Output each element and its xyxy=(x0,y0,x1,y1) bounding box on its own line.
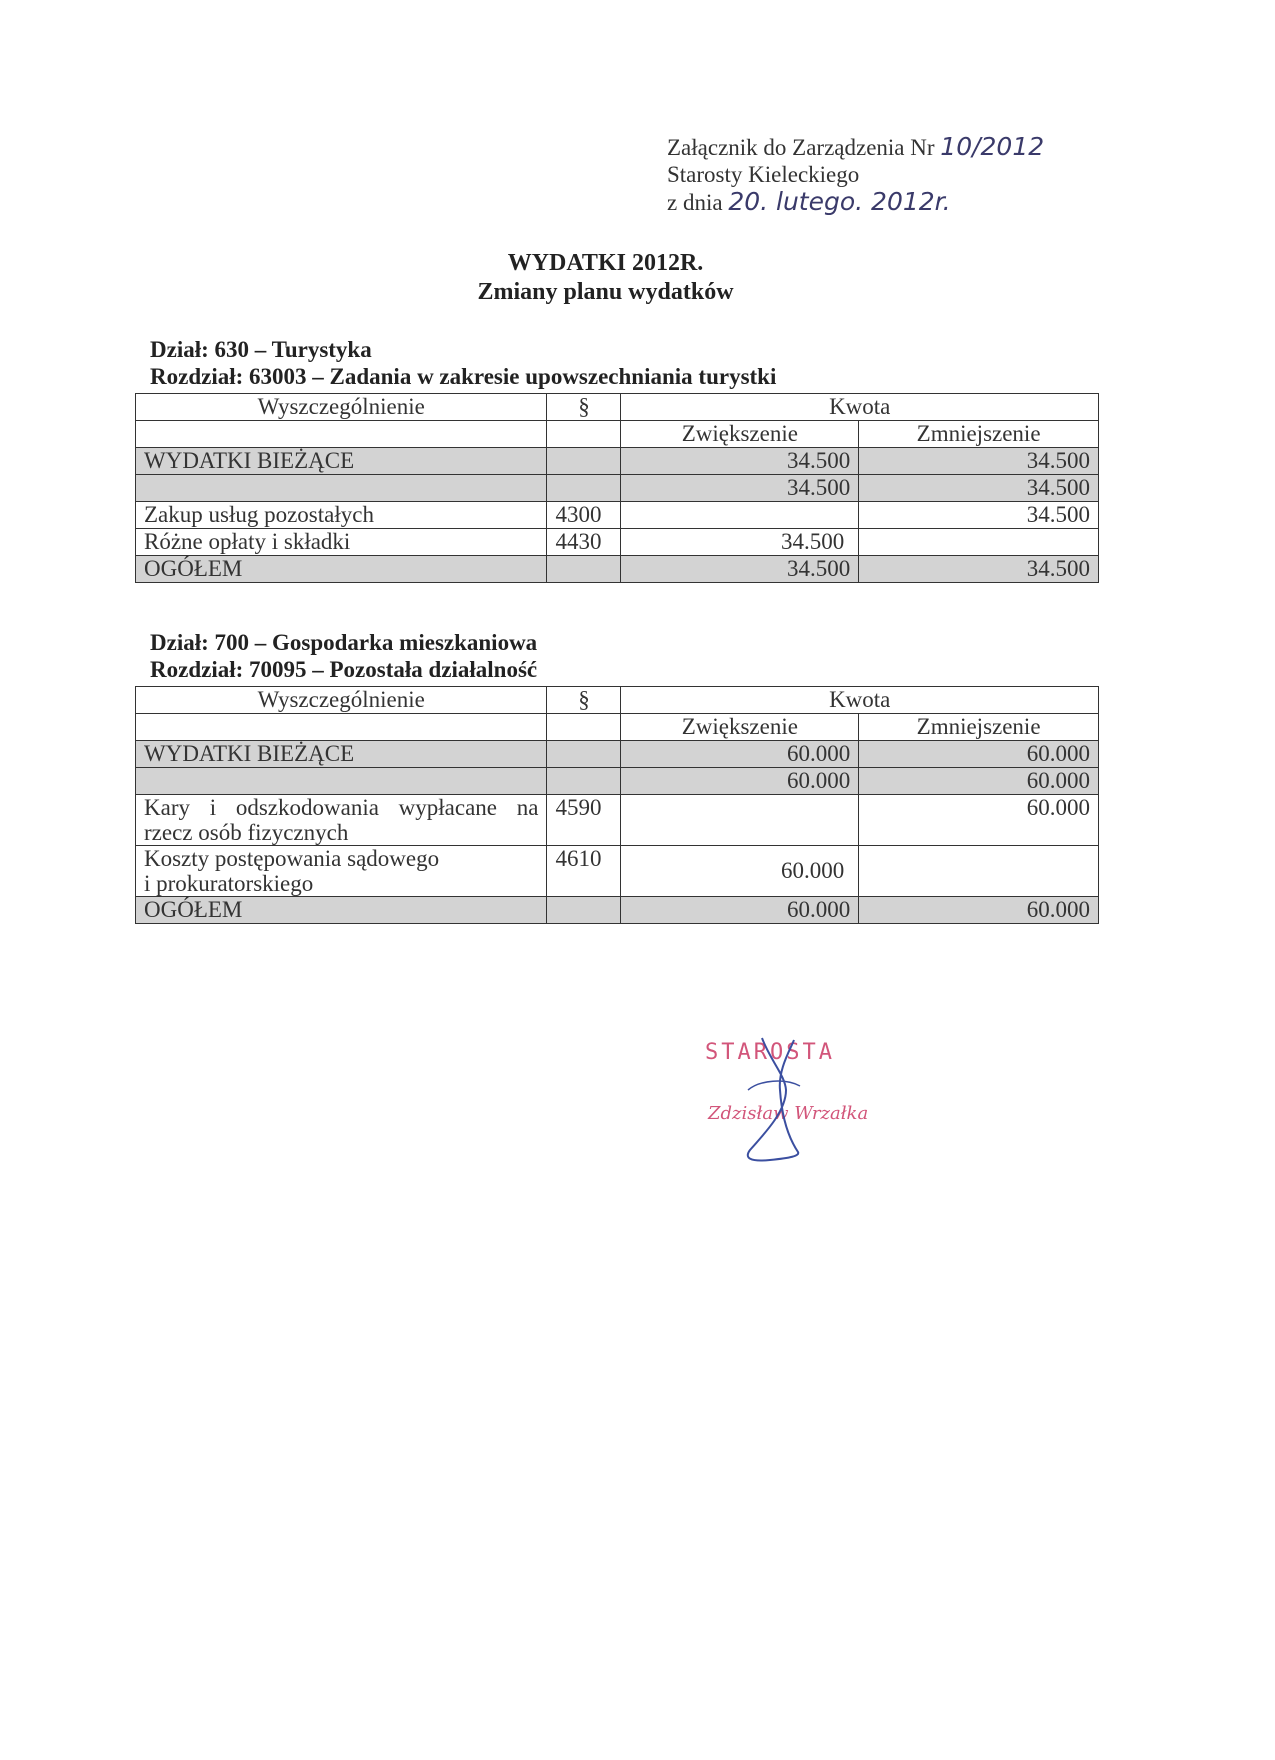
row-description-line-2: rzecz osób fizycznych xyxy=(144,820,349,845)
increase-value: 60.000 xyxy=(621,897,859,924)
header-increase: Zwiększenie xyxy=(621,421,859,448)
empty-cell xyxy=(136,714,547,741)
table-row xyxy=(136,846,1099,897)
row-label: OGÓŁEM xyxy=(136,556,547,583)
ordinance-number: 10/2012 xyxy=(940,132,1045,161)
row-label: WYDATKI BIEŻĄCE xyxy=(136,741,547,768)
table-row xyxy=(136,795,1099,846)
section-1-dzial: Dział: 630 – Turystyka xyxy=(150,337,372,362)
table-subheader-row xyxy=(136,421,1099,448)
current-expenses-row xyxy=(136,448,1099,475)
increase-value: 34.500 xyxy=(621,448,859,475)
subtotal-row xyxy=(136,768,1099,795)
empty-cell xyxy=(547,475,621,502)
section-2-rozdzial: Rozdział: 70095 – Pozostała działalność xyxy=(150,657,538,682)
header-increase: Zwiększenie xyxy=(621,714,859,741)
empty-cell xyxy=(136,421,547,448)
increase-value xyxy=(621,795,859,846)
decrease-value: 34.500 xyxy=(859,448,1099,475)
empty-cell xyxy=(547,897,621,924)
decrease-value: 60.000 xyxy=(859,795,1099,846)
attachment-note xyxy=(667,133,1044,216)
section-1-heading xyxy=(150,336,776,390)
decrease-value xyxy=(859,846,1099,897)
decrease-value: 34.500 xyxy=(859,475,1099,502)
row-description-line-2: i prokuratorskiego xyxy=(144,871,314,896)
attachment-line-3 xyxy=(667,188,1044,216)
attachment-line-1 xyxy=(667,133,1044,161)
row-description xyxy=(136,846,547,897)
empty-cell xyxy=(547,448,621,475)
header-amount: Kwota xyxy=(621,687,1099,714)
increase-value xyxy=(621,502,859,529)
empty-cell xyxy=(547,714,621,741)
stamp-title: STAROSTA xyxy=(705,1040,835,1065)
decrease-value: 60.000 xyxy=(859,741,1099,768)
document-title: WYDATKI 2012R. xyxy=(507,250,704,276)
empty-cell xyxy=(547,768,621,795)
empty-cell xyxy=(136,768,547,795)
table-row xyxy=(136,502,1099,529)
increase-value: 60.000 xyxy=(621,741,859,768)
increase-value: 34.500 xyxy=(621,475,859,502)
row-description-line-1: Koszty postępowania sądowego xyxy=(144,846,440,871)
section-1-rozdzial: Rozdział: 63003 – Zadania w zakresie upowszechniania turystki xyxy=(150,364,777,389)
decrease-value: 34.500 xyxy=(859,502,1099,529)
row-description: Zakup usług pozostałych xyxy=(136,502,547,529)
date-label: z dnia xyxy=(667,190,723,215)
table-header-row xyxy=(136,687,1099,714)
stamp-name: Zdzisław Wrzałka xyxy=(708,1103,869,1124)
row-paragraph: 4300 xyxy=(547,502,621,529)
attachment-line-2: Starosty Kieleckiego xyxy=(667,162,860,187)
section-2-heading xyxy=(150,629,537,683)
row-description: Różne opłaty i składki xyxy=(136,529,547,556)
increase-value: 60.000 xyxy=(621,846,859,897)
decrease-value: 60.000 xyxy=(859,768,1099,795)
document-subtitle: Zmiany planu wydatków xyxy=(477,279,734,305)
empty-cell xyxy=(547,421,621,448)
header-description: Wyszczególnienie xyxy=(136,687,547,714)
header-amount: Kwota xyxy=(621,394,1099,421)
header-paragraph: § xyxy=(547,394,621,421)
total-row xyxy=(136,897,1099,924)
row-description-line-1: Kary i odszkodowania wypłacane na xyxy=(144,795,539,820)
row-description xyxy=(136,795,547,846)
current-expenses-row xyxy=(136,741,1099,768)
table-row xyxy=(136,529,1099,556)
increase-value: 60.000 xyxy=(621,768,859,795)
table-header-row xyxy=(136,394,1099,421)
table-subheader-row xyxy=(136,714,1099,741)
total-row xyxy=(136,556,1099,583)
row-paragraph: 4430 xyxy=(547,529,621,556)
row-label: OGÓŁEM xyxy=(136,897,547,924)
header-paragraph: § xyxy=(547,687,621,714)
section-2-table xyxy=(135,686,1099,924)
ordinance-date: 20. lutego. 2012r. xyxy=(728,187,951,216)
row-paragraph: 4610 xyxy=(547,846,621,897)
header-decrease: Zmniejszenie xyxy=(859,421,1099,448)
handwritten-signature xyxy=(690,1030,910,1170)
increase-value: 34.500 xyxy=(621,529,859,556)
empty-cell xyxy=(547,741,621,768)
empty-cell xyxy=(547,556,621,583)
subtotal-row xyxy=(136,475,1099,502)
row-label: WYDATKI BIEŻĄCE xyxy=(136,448,547,475)
decrease-value: 34.500 xyxy=(859,556,1099,583)
header-decrease: Zmniejszenie xyxy=(859,714,1099,741)
row-paragraph: 4590 xyxy=(547,795,621,846)
decrease-value: 60.000 xyxy=(859,897,1099,924)
decrease-value xyxy=(859,529,1099,556)
header-description: Wyszczególnienie xyxy=(136,394,547,421)
section-2-dzial: Dział: 700 – Gospodarka mieszkaniowa xyxy=(150,630,538,655)
attachment-label: Załącznik do Zarządzenia Nr xyxy=(667,135,935,160)
increase-value: 34.500 xyxy=(621,556,859,583)
empty-cell xyxy=(136,475,547,502)
section-1-table xyxy=(135,393,1099,583)
